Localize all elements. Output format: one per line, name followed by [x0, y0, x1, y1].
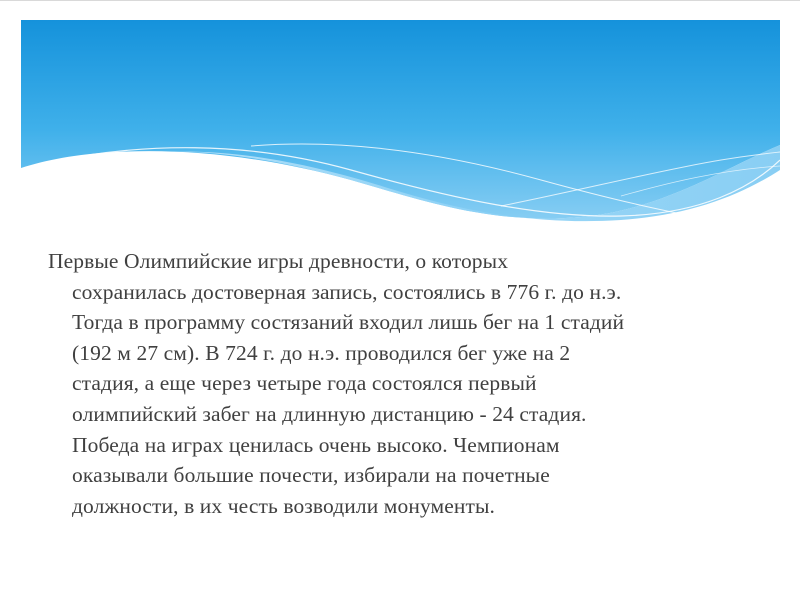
banner-sky — [21, 20, 780, 219]
text-line: оказывали большие почести, избирали на почетные — [72, 463, 550, 488]
text-line: Первые Олимпийские игры древности, о которых — [48, 249, 509, 273]
text-line: олимпийский забег на длинную дистанцию - 24 стадия. — [72, 401, 587, 426]
slide-top-border — [0, 0, 800, 1]
text-line: Победа на играх ценилась очень высоко. Чемпионам — [72, 432, 560, 457]
text-line: должности, в их честь возводили монументы. — [72, 493, 495, 518]
text-line: Тогда в программу состязаний входил лишь бег на 1 стадий — [72, 310, 625, 335]
text-line: стадия, а еще через четыре года состоялся первый — [72, 371, 537, 396]
slide-body-text — [48, 246, 763, 521]
text-line: (192 м 27 см). В 724 г. до н.э. проводился бег уже на 2 — [72, 340, 571, 365]
wave-banner — [21, 20, 780, 230]
text-line: сохранилась достоверная запись, состоялись в 776 г. до н.э. — [72, 279, 622, 304]
